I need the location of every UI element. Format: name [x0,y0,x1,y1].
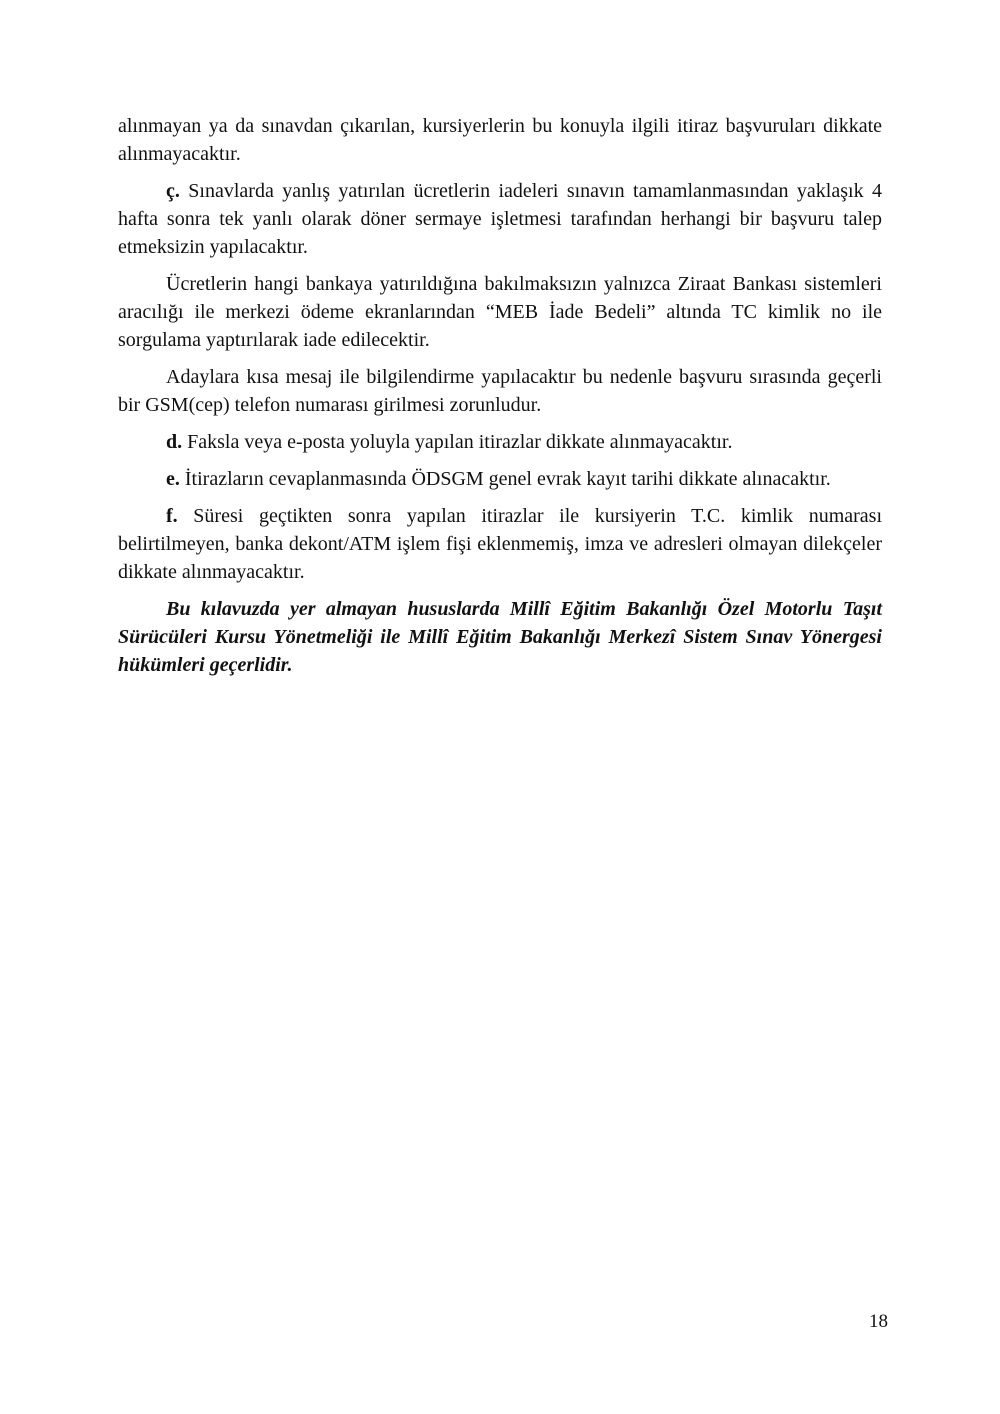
paragraph-text: İtirazların cevaplanmasında ÖDSGM genel evrak kayıt tarihi dikkate alınacaktır. [179,468,831,490]
paragraph-refund-info [118,270,882,354]
paragraph-text: Bu kılavuzda yer almayan hususlarda Millî Eğitim Bakanlığı Özel Motorlu Taşıt Sürücüleri Kursu Yönetmeliği ile Millî Eğitim Bakanlığı Merkezî Sistem Sınav Yönergesi hükümleri geçerlidir. [118,598,882,676]
paragraph-item-c [118,177,882,261]
paragraph-item-e [118,465,882,493]
paragraph-text: Sınavlarda yanlış yatırılan ücretlerin iadeleri sınavın tamamlanmasından yaklaşık 4 hafta sonra tek yanlı olarak döner sermaye işletmesi tarafından herhangi bir başvuru talep etmeksizin yapılacaktır. [118,180,882,258]
paragraph-lead: ç. [166,180,180,202]
page-number: 18 [869,1311,888,1332]
paragraph-text: Ücretlerin hangi bankaya yatırıldığına bakılmaksızın yalnızca Ziraat Bankası sistemleri aracılığı ile merkezi ödeme ekranlarından “MEB İade Bedeli” altında TC kimlik no ile sorgulama yaptırılarak iade edilecektir. [118,273,882,351]
paragraph-item-d [118,428,882,456]
paragraph-lead: d. [166,431,183,453]
document-body [118,112,882,688]
paragraph-text: alınmayan ya da sınavdan çıkarılan, kursiyerlerin bu konuyla ilgili itiraz başvuruları dikkate alınmayacaktır. [118,115,882,165]
paragraph-text: Süresi geçtikten sonra yapılan itirazlar ile kursiyerin T.C. kimlik numarası belirtilmeyen, banka dekont/ATM işlem fişi eklenmemiş, imza ve adresleri olmayan dilekçeler dikkate alınmayacaktır. [118,505,882,583]
paragraph-continuation [118,112,882,168]
paragraph-text: Adaylara kısa mesaj ile bilgilendirme yapılacaktır bu nedenle başvuru sırasında geçerli bir GSM(cep) telefon numarası girilmesi zorunludur. [118,366,882,416]
paragraph-lead: f. [166,505,178,527]
paragraph-text: Faksla veya e-posta yoluyla yapılan itirazlar dikkate alınmayacaktır. [182,431,733,453]
paragraph-sms-info [118,363,882,419]
paragraph-lead: e. [166,468,180,490]
paragraph-closing-note [118,595,882,679]
paragraph-item-f [118,502,882,586]
